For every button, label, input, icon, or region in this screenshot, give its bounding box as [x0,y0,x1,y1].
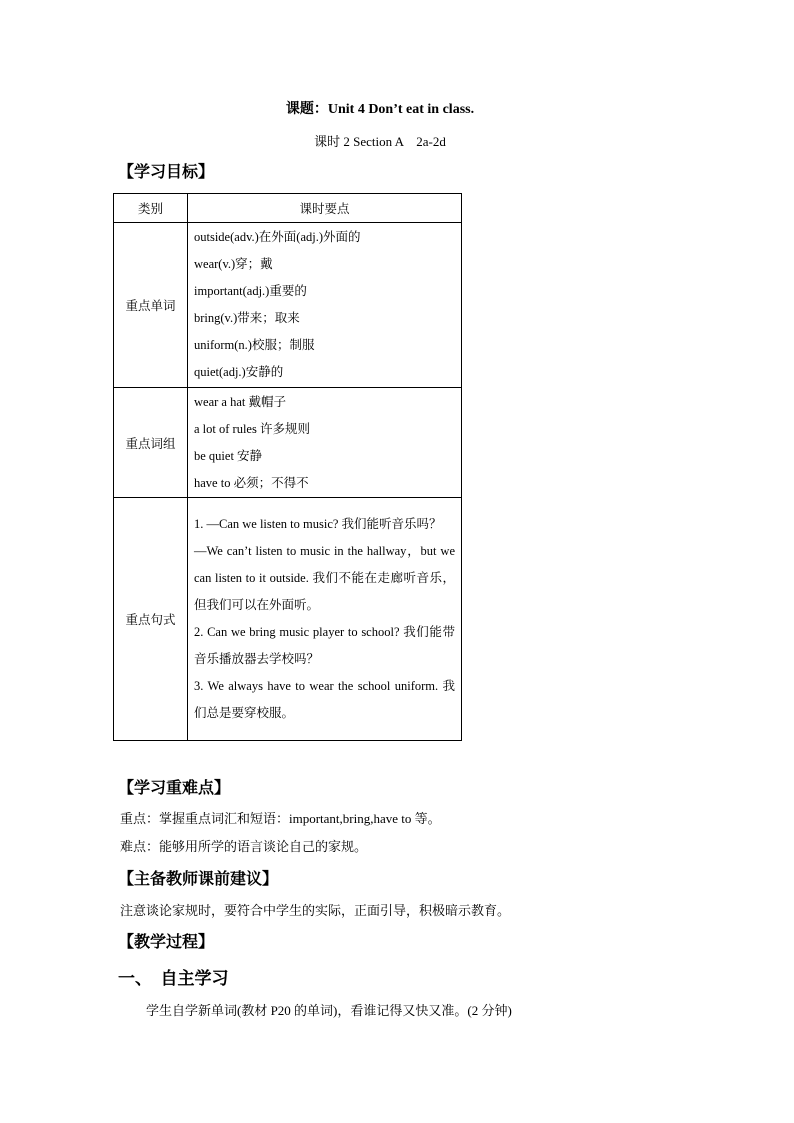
list-item: important(adj.)重要的 [194,284,307,298]
list-item: quiet(adj.)安静的 [194,365,284,379]
list-item: 3. We always have to wear the school uniform. 我们总是要穿校服。 [194,679,455,720]
step-one-text: 学生自学新单词(教材 P20 的单词)，看谁记得又快又准。(2 分钟) [146,1003,512,1018]
list-item: have to 必须；不得不 [194,475,309,490]
section-heading-goals: 【学习目标】 [118,162,215,181]
section-heading-process: 【教学过程】 [118,932,215,951]
list-item: 1. —Can we listen to music? 我们能听音乐吗？ [194,517,442,531]
category-words: 重点单词 [114,223,188,388]
category-phrases: 重点词组 [114,388,188,498]
table-row-words [114,223,462,388]
section-heading-difficulties: 【学习重难点】 [118,778,231,797]
table-row-phrases [114,388,462,498]
list-item: a lot of rules 许多规则 [194,421,310,436]
goals-table [113,193,462,741]
header-points: 课时要点 [188,194,462,223]
table-row-sentences [114,498,462,741]
list-item: uniform(n.)校服；制服 [194,338,315,352]
difficult-point-text: 难点：能够用所学的语言谈论自己的家规。 [120,839,368,854]
list-item: outside(adv.)在外面(adj.)外面的 [194,230,361,244]
list-item: wear a hat 戴帽子 [194,394,286,409]
header-category: 类别 [114,194,188,223]
words-cell [188,223,462,388]
phrases-cell [188,388,462,498]
suggestion-text: 注意谈论家规时，要符合中学生的实际，正面引导，积极暗示教育。 [120,903,511,918]
list-item: be quiet 安静 [194,448,263,463]
page-subtitle: 课时 2 Section A 2a-2d [314,134,446,149]
list-item: wear(v.)穿；戴 [194,257,273,271]
key-point-text: 重点：掌握重点词汇和短语：important,bring,have to 等。 [120,811,441,826]
list-item: bring(v.)带来；取来 [194,311,300,325]
section-heading-suggestion: 【主备教师课前建议】 [118,869,279,888]
list-item: 2. Can we bring music player to school? 我们能带音乐播放器去学校吗？ [194,625,455,666]
sentences-text [188,511,461,727]
list-item: —We can’t listen to music in the hallway，but we can listen to it outside. 我们不能在走廊听音乐，但我们可以在外面听。 [194,544,455,612]
step-one-title: 一、 自主学习 [118,969,229,989]
page-title: 课题：Unit 4 Don’t eat in class. [285,102,475,117]
table-header-row [114,194,462,223]
sentences-cell [188,498,462,741]
category-sentences: 重点句式 [114,498,188,741]
